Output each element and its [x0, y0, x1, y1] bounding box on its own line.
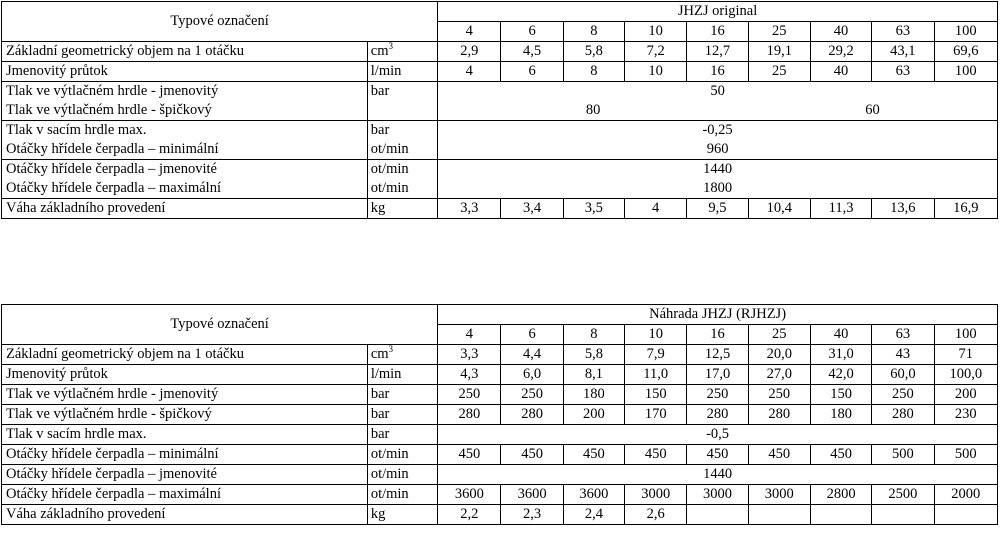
- row-unit: bar: [367, 385, 437, 405]
- value-cell: 150: [625, 385, 687, 405]
- row-label: Tlak ve výtlačném hrdle - jmenovitý: [2, 385, 368, 405]
- size-header-cell: 25: [748, 22, 810, 42]
- type-designation-label: Typové označení: [2, 2, 438, 42]
- value-cell: 180: [810, 405, 871, 425]
- value-cell: 280: [438, 405, 501, 425]
- value-cell: 250: [872, 385, 934, 405]
- spanned-value: -0,5: [438, 425, 998, 445]
- spanned-value: 60: [748, 101, 997, 121]
- spanned-value: 1800: [438, 179, 998, 199]
- table-row: [2, 425, 998, 445]
- size-header-cell: 4: [438, 325, 501, 345]
- size-header-cell: 100: [934, 325, 997, 345]
- table-row: [2, 160, 998, 180]
- value-cell: 25: [748, 62, 810, 82]
- value-cell: 280: [872, 405, 934, 425]
- row-unit: ot/min: [367, 140, 437, 160]
- row-unit: [367, 42, 437, 62]
- row-label: Otáčky hřídele čerpadla – maximální: [2, 179, 368, 199]
- size-header-cell: 63: [872, 325, 934, 345]
- row-unit: l/min: [367, 62, 437, 82]
- table-row: [2, 485, 998, 505]
- size-header-cell: 6: [501, 325, 563, 345]
- row-label: Otáčky hřídele čerpadla – minimální: [2, 445, 368, 465]
- size-header-cell: 10: [625, 325, 687, 345]
- value-cell: 11,0: [625, 365, 687, 385]
- value-cell: 10: [625, 62, 687, 82]
- value-cell: 9,5: [687, 199, 748, 219]
- value-cell: 170: [625, 405, 687, 425]
- unit-base: cm: [370, 43, 389, 60]
- value-cell: 6,0: [501, 365, 563, 385]
- table-row: [2, 385, 998, 405]
- size-header-cell: 100: [934, 22, 998, 42]
- row-unit: [367, 101, 437, 121]
- value-cell: 60,0: [872, 365, 934, 385]
- value-cell: [687, 505, 748, 525]
- value-cell: 13,6: [872, 199, 934, 219]
- value-cell: 5,8: [563, 345, 624, 365]
- table-row: [2, 365, 998, 385]
- value-cell: 500: [872, 445, 934, 465]
- value-cell: 16: [687, 62, 748, 82]
- row-unit: [367, 345, 437, 365]
- row-label: Otáčky hřídele čerpadla – minimální: [2, 140, 368, 160]
- table-row: [2, 42, 998, 62]
- value-cell: 7,9: [625, 345, 687, 365]
- table-row: [2, 179, 998, 199]
- value-cell: [748, 505, 810, 525]
- value-cell: 17,0: [687, 365, 748, 385]
- size-header-cell: 16: [687, 22, 748, 42]
- spanned-value: 960: [438, 140, 998, 160]
- table-row: [2, 199, 998, 219]
- group-title: JHZJ original: [438, 2, 998, 22]
- value-cell: 43,1: [872, 42, 934, 62]
- row-unit: bar: [367, 405, 437, 425]
- value-cell: 12,5: [687, 345, 748, 365]
- size-header-cell: 4: [438, 22, 501, 42]
- value-cell: 450: [501, 445, 563, 465]
- value-cell: 3600: [501, 485, 563, 505]
- row-unit: bar: [367, 425, 437, 445]
- value-cell: 450: [687, 445, 748, 465]
- value-cell: 200: [934, 385, 997, 405]
- row-label: Otáčky hřídele čerpadla – maximální: [2, 485, 368, 505]
- value-cell: 280: [501, 405, 563, 425]
- value-cell: 19,1: [748, 42, 810, 62]
- value-cell: 2,2: [438, 505, 501, 525]
- size-header-cell: 8: [563, 22, 624, 42]
- spanned-value: 1440: [438, 465, 998, 485]
- value-cell: 2,4: [563, 505, 624, 525]
- value-cell: [934, 505, 997, 525]
- value-cell: 250: [748, 385, 810, 405]
- value-cell: 3,3: [438, 345, 501, 365]
- value-cell: 3600: [438, 485, 501, 505]
- row-unit: kg: [367, 199, 437, 219]
- value-cell: 31,0: [810, 345, 871, 365]
- value-cell: 43: [872, 345, 934, 365]
- spanned-value: -0,25: [438, 121, 998, 141]
- row-label: Otáčky hřídele čerpadla – jmenovité: [2, 465, 368, 485]
- value-cell: 5,8: [563, 42, 624, 62]
- unit-base: cm: [370, 346, 389, 363]
- value-cell: 4,3: [438, 365, 501, 385]
- row-label: Váha základního provedení: [2, 199, 368, 219]
- size-header-cell: 8: [563, 325, 624, 345]
- row-label: Tlak ve výtlačném hrdle - špičkový: [2, 101, 368, 121]
- row-label: Váha základního provedení: [2, 505, 368, 525]
- unit-exponent: 3: [388, 344, 394, 355]
- value-cell: 250: [687, 385, 748, 405]
- value-cell: 500: [934, 445, 997, 465]
- value-cell: 8,1: [563, 365, 624, 385]
- row-unit: ot/min: [367, 160, 437, 180]
- value-cell: 4: [625, 199, 687, 219]
- table-row: [2, 121, 998, 141]
- row-label: Základní geometrický objem na 1 otáčku: [2, 345, 368, 365]
- table-row: [2, 140, 998, 160]
- value-cell: 100,0: [934, 365, 997, 385]
- size-header-cell: 40: [810, 325, 871, 345]
- table-row: [2, 465, 998, 485]
- size-header-cell: 25: [748, 325, 810, 345]
- value-cell: 4,4: [501, 345, 563, 365]
- row-unit: ot/min: [367, 179, 437, 199]
- table-header-row: [2, 305, 998, 325]
- row-label: Tlak v sacím hrdle max.: [2, 121, 368, 141]
- value-cell: 12,7: [687, 42, 748, 62]
- table-rjhzj-replacement: [1, 304, 998, 525]
- value-cell: 2,3: [501, 505, 563, 525]
- size-header-cell: 16: [687, 325, 748, 345]
- row-unit: bar: [367, 82, 437, 102]
- table-row: [2, 445, 998, 465]
- spanned-value: 50: [438, 82, 998, 102]
- size-header-cell: 40: [810, 22, 871, 42]
- table-row: [2, 345, 998, 365]
- row-label: Tlak v sacím hrdle max.: [2, 425, 368, 445]
- row-label: Otáčky hřídele čerpadla – jmenovité: [2, 160, 368, 180]
- table-row: [2, 405, 998, 425]
- value-cell: 40: [810, 62, 871, 82]
- value-cell: 280: [687, 405, 748, 425]
- value-cell: 450: [438, 445, 501, 465]
- value-cell: 6: [501, 62, 563, 82]
- value-cell: 10,4: [748, 199, 810, 219]
- unit-exponent: 3: [388, 41, 393, 52]
- group-title: Náhrada JHZJ (RJHZJ): [438, 305, 998, 325]
- value-cell: 2,9: [438, 42, 501, 62]
- value-cell: 180: [563, 385, 624, 405]
- value-cell: 27,0: [748, 365, 810, 385]
- value-cell: 3000: [748, 485, 810, 505]
- row-unit: ot/min: [367, 465, 437, 485]
- table-row: [2, 62, 998, 82]
- value-cell: 3,3: [438, 199, 501, 219]
- value-cell: 450: [810, 445, 871, 465]
- value-cell: 2000: [934, 485, 997, 505]
- table-jhzj-original: [1, 1, 998, 219]
- value-cell: 8: [563, 62, 624, 82]
- value-cell: 20,0: [748, 345, 810, 365]
- table-row: [2, 101, 998, 121]
- size-header-cell: 63: [872, 22, 934, 42]
- value-cell: 3600: [563, 485, 624, 505]
- type-designation-label: Typové označení: [2, 305, 438, 345]
- value-cell: 200: [563, 405, 624, 425]
- value-cell: 100: [934, 62, 998, 82]
- row-label: Jmenovitý průtok: [2, 365, 368, 385]
- value-cell: 450: [625, 445, 687, 465]
- spanned-value: 80: [438, 101, 748, 121]
- row-unit: l/min: [367, 365, 437, 385]
- row-label: Tlak ve výtlačném hrdle - špičkový: [2, 405, 368, 425]
- row-unit: bar: [367, 121, 437, 141]
- row-unit: kg: [367, 505, 437, 525]
- value-cell: 2,6: [625, 505, 687, 525]
- table-header-row: [2, 2, 998, 22]
- value-cell: 29,2: [810, 42, 871, 62]
- spanned-value: 1440: [438, 160, 998, 180]
- value-cell: 4,5: [501, 42, 563, 62]
- value-cell: 42,0: [810, 365, 871, 385]
- value-cell: 250: [438, 385, 501, 405]
- value-cell: 71: [934, 345, 997, 365]
- value-cell: 63: [872, 62, 934, 82]
- size-header-cell: 6: [501, 22, 563, 42]
- value-cell: [810, 505, 871, 525]
- value-cell: 3000: [625, 485, 687, 505]
- table-row: [2, 505, 998, 525]
- value-cell: 280: [748, 405, 810, 425]
- value-cell: 2500: [872, 485, 934, 505]
- table-row: [2, 82, 998, 102]
- row-unit: ot/min: [367, 485, 437, 505]
- value-cell: 150: [810, 385, 871, 405]
- value-cell: 3000: [687, 485, 748, 505]
- value-cell: 450: [563, 445, 624, 465]
- value-cell: 7,2: [625, 42, 687, 62]
- value-cell: 250: [501, 385, 563, 405]
- value-cell: 450: [748, 445, 810, 465]
- value-cell: 230: [934, 405, 997, 425]
- size-header-cell: 10: [625, 22, 687, 42]
- value-cell: 3,4: [501, 199, 563, 219]
- value-cell: 16,9: [934, 199, 998, 219]
- value-cell: 11,3: [810, 199, 871, 219]
- value-cell: 69,6: [934, 42, 998, 62]
- value-cell: 4: [438, 62, 501, 82]
- value-cell: 3,5: [563, 199, 624, 219]
- value-cell: 2800: [810, 485, 871, 505]
- value-cell: [872, 505, 934, 525]
- row-unit: ot/min: [367, 445, 437, 465]
- row-label: Jmenovitý průtok: [2, 62, 368, 82]
- row-label: Tlak ve výtlačném hrdle - jmenovitý: [2, 82, 368, 102]
- row-label: Základní geometrický objem na 1 otáčku: [2, 42, 368, 62]
